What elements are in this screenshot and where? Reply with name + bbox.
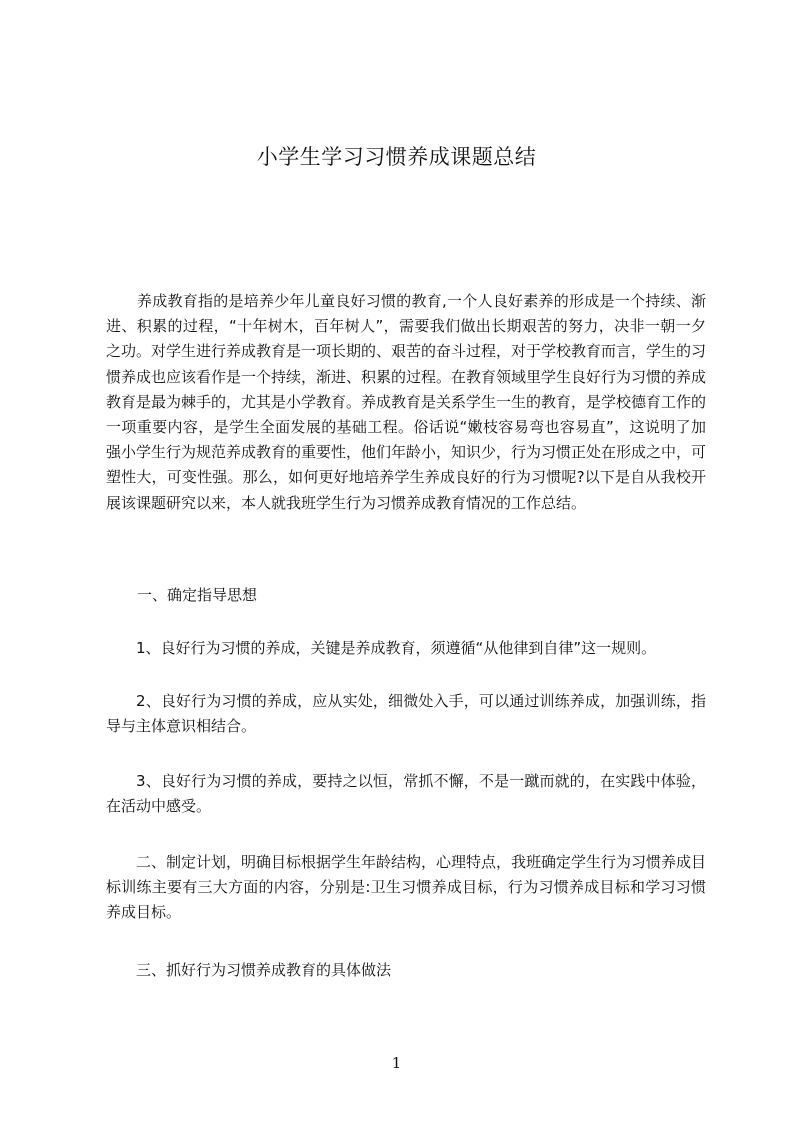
section-heading-2: 二、制定计划，明确目标根据学生年龄结构，心理特点，我班确定学生行为习惯养成目标训练主要有三大方面的内容，分别是:卫生习惯养成目标，行为习惯养成目标和学习习惯养成目标。 — [106, 853, 707, 922]
section-heading-1: 一、确定指导思想 — [137, 586, 258, 604]
page-number: 1 — [391, 1054, 402, 1072]
guideline-item-2: 2、良好行为习惯的养成，应从实处，细微处入手，可以通过训练养成，加强训练，指导与主体意识相结合。 — [106, 692, 706, 736]
section-heading-3: 三、抓好行为习惯养成教育的具体做法 — [136, 961, 392, 979]
intro-paragraph: 养成教育指的是培养少年儿童良好习惯的教育,一个人良好素养的形成是一个持续、渐进、积累的过程，“十年树木，百年树人”，需要我们做出长期艰苦的努力，决非一朝一夕之功。对学生进行养成教育是一项长期的、艰苦的奋斗过程，对于学校教育而言，学生的习惯养成也应该看作是一个持续，渐进、积累的过程。在教育领域里学生良好行为习惯的养成教育是最为棘手的，尤其是小学教育。养成教育是关系学生一生的教育，是学校德育工作的一项重要内容，是学生全面发展的基础工程。俗话说“嫩枝容易弯也容易直”，这说明了加强小学生行为规范养成教育的重要性，他们年龄小，知识少，行为习惯正处在形成之中，可塑性大，可变性强。那么，如何更好地培养学生养成良好的行为习惯呢?以下是自从我校开展该课题研究以来，本人就我班学生行为习惯养成教育情况的工作总结。 — [106, 292, 707, 512]
guideline-item-1: 1、良好行为习惯的养成，关键是养成教育，须遵循“从他律到自律”这一规则。 — [136, 639, 657, 657]
document-title: 小学生学习习惯养成课题总结 — [256, 145, 537, 169]
guideline-item-3: 3、良好行为习惯的养成，要持之以恒，常抓不懈，不是一蹴而就的，在实践中体验，在活动中感受。 — [106, 772, 706, 816]
